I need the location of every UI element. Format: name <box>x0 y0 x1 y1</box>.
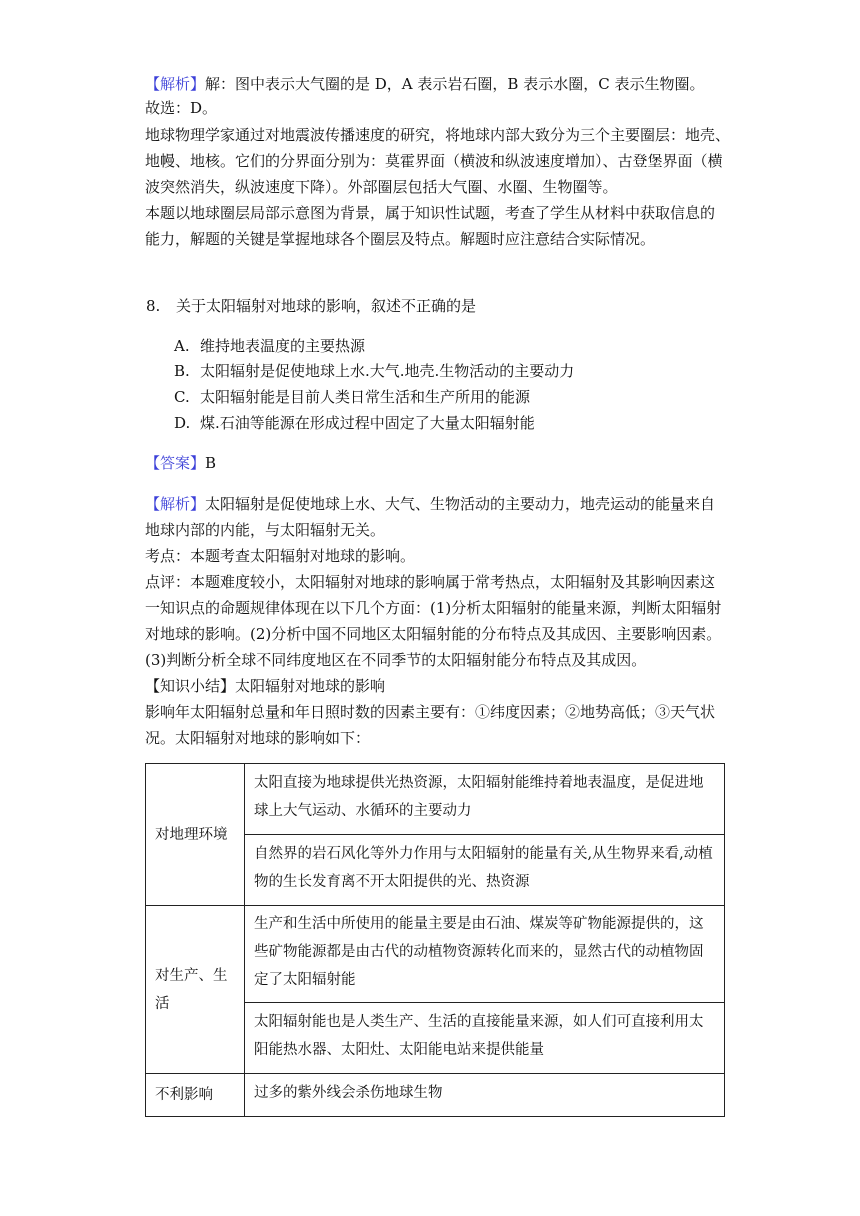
category-environment: 对地理环境 <box>146 764 245 906</box>
table-row <box>146 906 725 1003</box>
analysis-2-line-6: 对地球的影响。(2)分析中国不同地区太阳辐射能的分布特点及其成因、主要影响因素。 <box>145 625 722 643</box>
table-row <box>146 1074 725 1117</box>
solar-radiation-table <box>145 763 725 1117</box>
answer-value: B <box>205 454 217 472</box>
option-d: D. 煤.石油等能源在形成过程中固定了大量太阳辐射能 <box>174 414 535 432</box>
analysis-1-line-5: 波突然消失，纵波速度下降）。外部圈层包括大气圈、水圈、生物圈等。 <box>145 178 618 196</box>
analysis-1-line-7: 能力，解题的关键是掌握地球各个圈层及特点。解题时应注意结合实际情况。 <box>145 230 656 248</box>
analysis-tag: 【解析】 <box>145 75 206 93</box>
option-c: C. 太阳辐射能是目前人类日常生活和生产所用的能源 <box>174 388 531 406</box>
analysis-2-line-10: 况。太阳辐射对地球的影响如下： <box>145 729 371 747</box>
analysis-1-line-4: 地幔、地核。它们的分界面分别为：莫霍界面（横波和纵波速度增加）、古登堡界面（横 <box>145 152 723 170</box>
analysis-tag-2: 【解析】 <box>145 495 206 513</box>
analysis-2-line-4: 点评：本题难度较小，太阳辐射对地球的影响属于常考热点，太阳辐射及其影响因素这 <box>145 573 716 591</box>
knowledge-summary-title: 【知识小结】太阳辐射对地球的影响 <box>145 677 386 695</box>
table-cell: 自然界的岩石风化等外力作用与太阳辐射的能量有关,从生物界来看,动植物的生长发育离不开太阳提供的光、热资源 <box>245 835 725 906</box>
option-b: B. 太阳辐射是促使地球上水.大气.地壳.生物活动的主要动力 <box>174 362 575 380</box>
table-cell: 过多的紫外线会杀伤地球生物 <box>245 1074 725 1117</box>
category-production-life: 对生产、生活 <box>146 906 245 1074</box>
analysis-1-line-3: 地球物理学家通过对地震波传播速度的研究，将地球内部大致分为三个主要圈层：地壳、 <box>145 126 731 144</box>
analysis-1-line-6: 本题以地球圈层局部示意图为背景，属于知识性试题，考查了学生从材料中获取信息的 <box>145 204 716 222</box>
table-cell: 太阳辐射能也是人类生产、生活的直接能量来源，如人们可直接利用太阳能热水器、太阳灶、太阳能电站来提供能量 <box>245 1003 725 1074</box>
category-harm: 不利影响 <box>146 1074 245 1117</box>
answer-tag: 【答案】 <box>145 454 206 472</box>
analysis-2-line-3: 考点：本题考查太阳辐射对地球的影响。 <box>145 547 416 565</box>
analysis-2-line-7: (3)判断分析全球不同纬度地区在不同季节的太阳辐射能分布特点及其成因。 <box>145 651 647 669</box>
table-cell: 生产和生活中所使用的能量主要是由石油、煤炭等矿物能源提供的，这些矿物能源都是由古代的动植物资源转化而来的，显然古代的动植物固定了太阳辐射能 <box>245 906 725 1003</box>
analysis-1-line-1: 【解析】解：图中表示大气圈的是 D，A 表示岩石圈，B 表示水圈，C 表示生物圈。 <box>145 75 705 93</box>
table-cell: 太阳直接为地球提供光热资源，太阳辐射能维持着地表温度，是促进地球上大气运动、水循环的主要动力 <box>245 764 725 835</box>
question-number: 8. <box>146 297 161 315</box>
answer-line <box>145 453 216 473</box>
analysis-2-line-2: 地球内部的内能，与太阳辐射无关。 <box>145 521 386 539</box>
analysis-2-line-9: 影响年太阳辐射总量和年日照时数的因素主要有：①纬度因素；②地势高低；③天气状 <box>145 703 716 721</box>
option-a: A. 维持地表温度的主要热源 <box>174 337 366 355</box>
question-stem: 8. 关于太阳辐射对地球的影响，叙述不正确的是 <box>146 297 477 315</box>
table-row <box>146 764 725 835</box>
analysis-2-line-1: 【解析】太阳辐射是促使地球上水、大气、生物活动的主要动力，地壳运动的能量来自 <box>145 495 716 513</box>
analysis-2-line-5: 一知识点的命题规律体现在以下几个方面：(1)分析太阳辐射的能量来源，判断太阳辐射 <box>145 599 722 617</box>
analysis-1-line-2: 故选：D。 <box>145 99 218 117</box>
